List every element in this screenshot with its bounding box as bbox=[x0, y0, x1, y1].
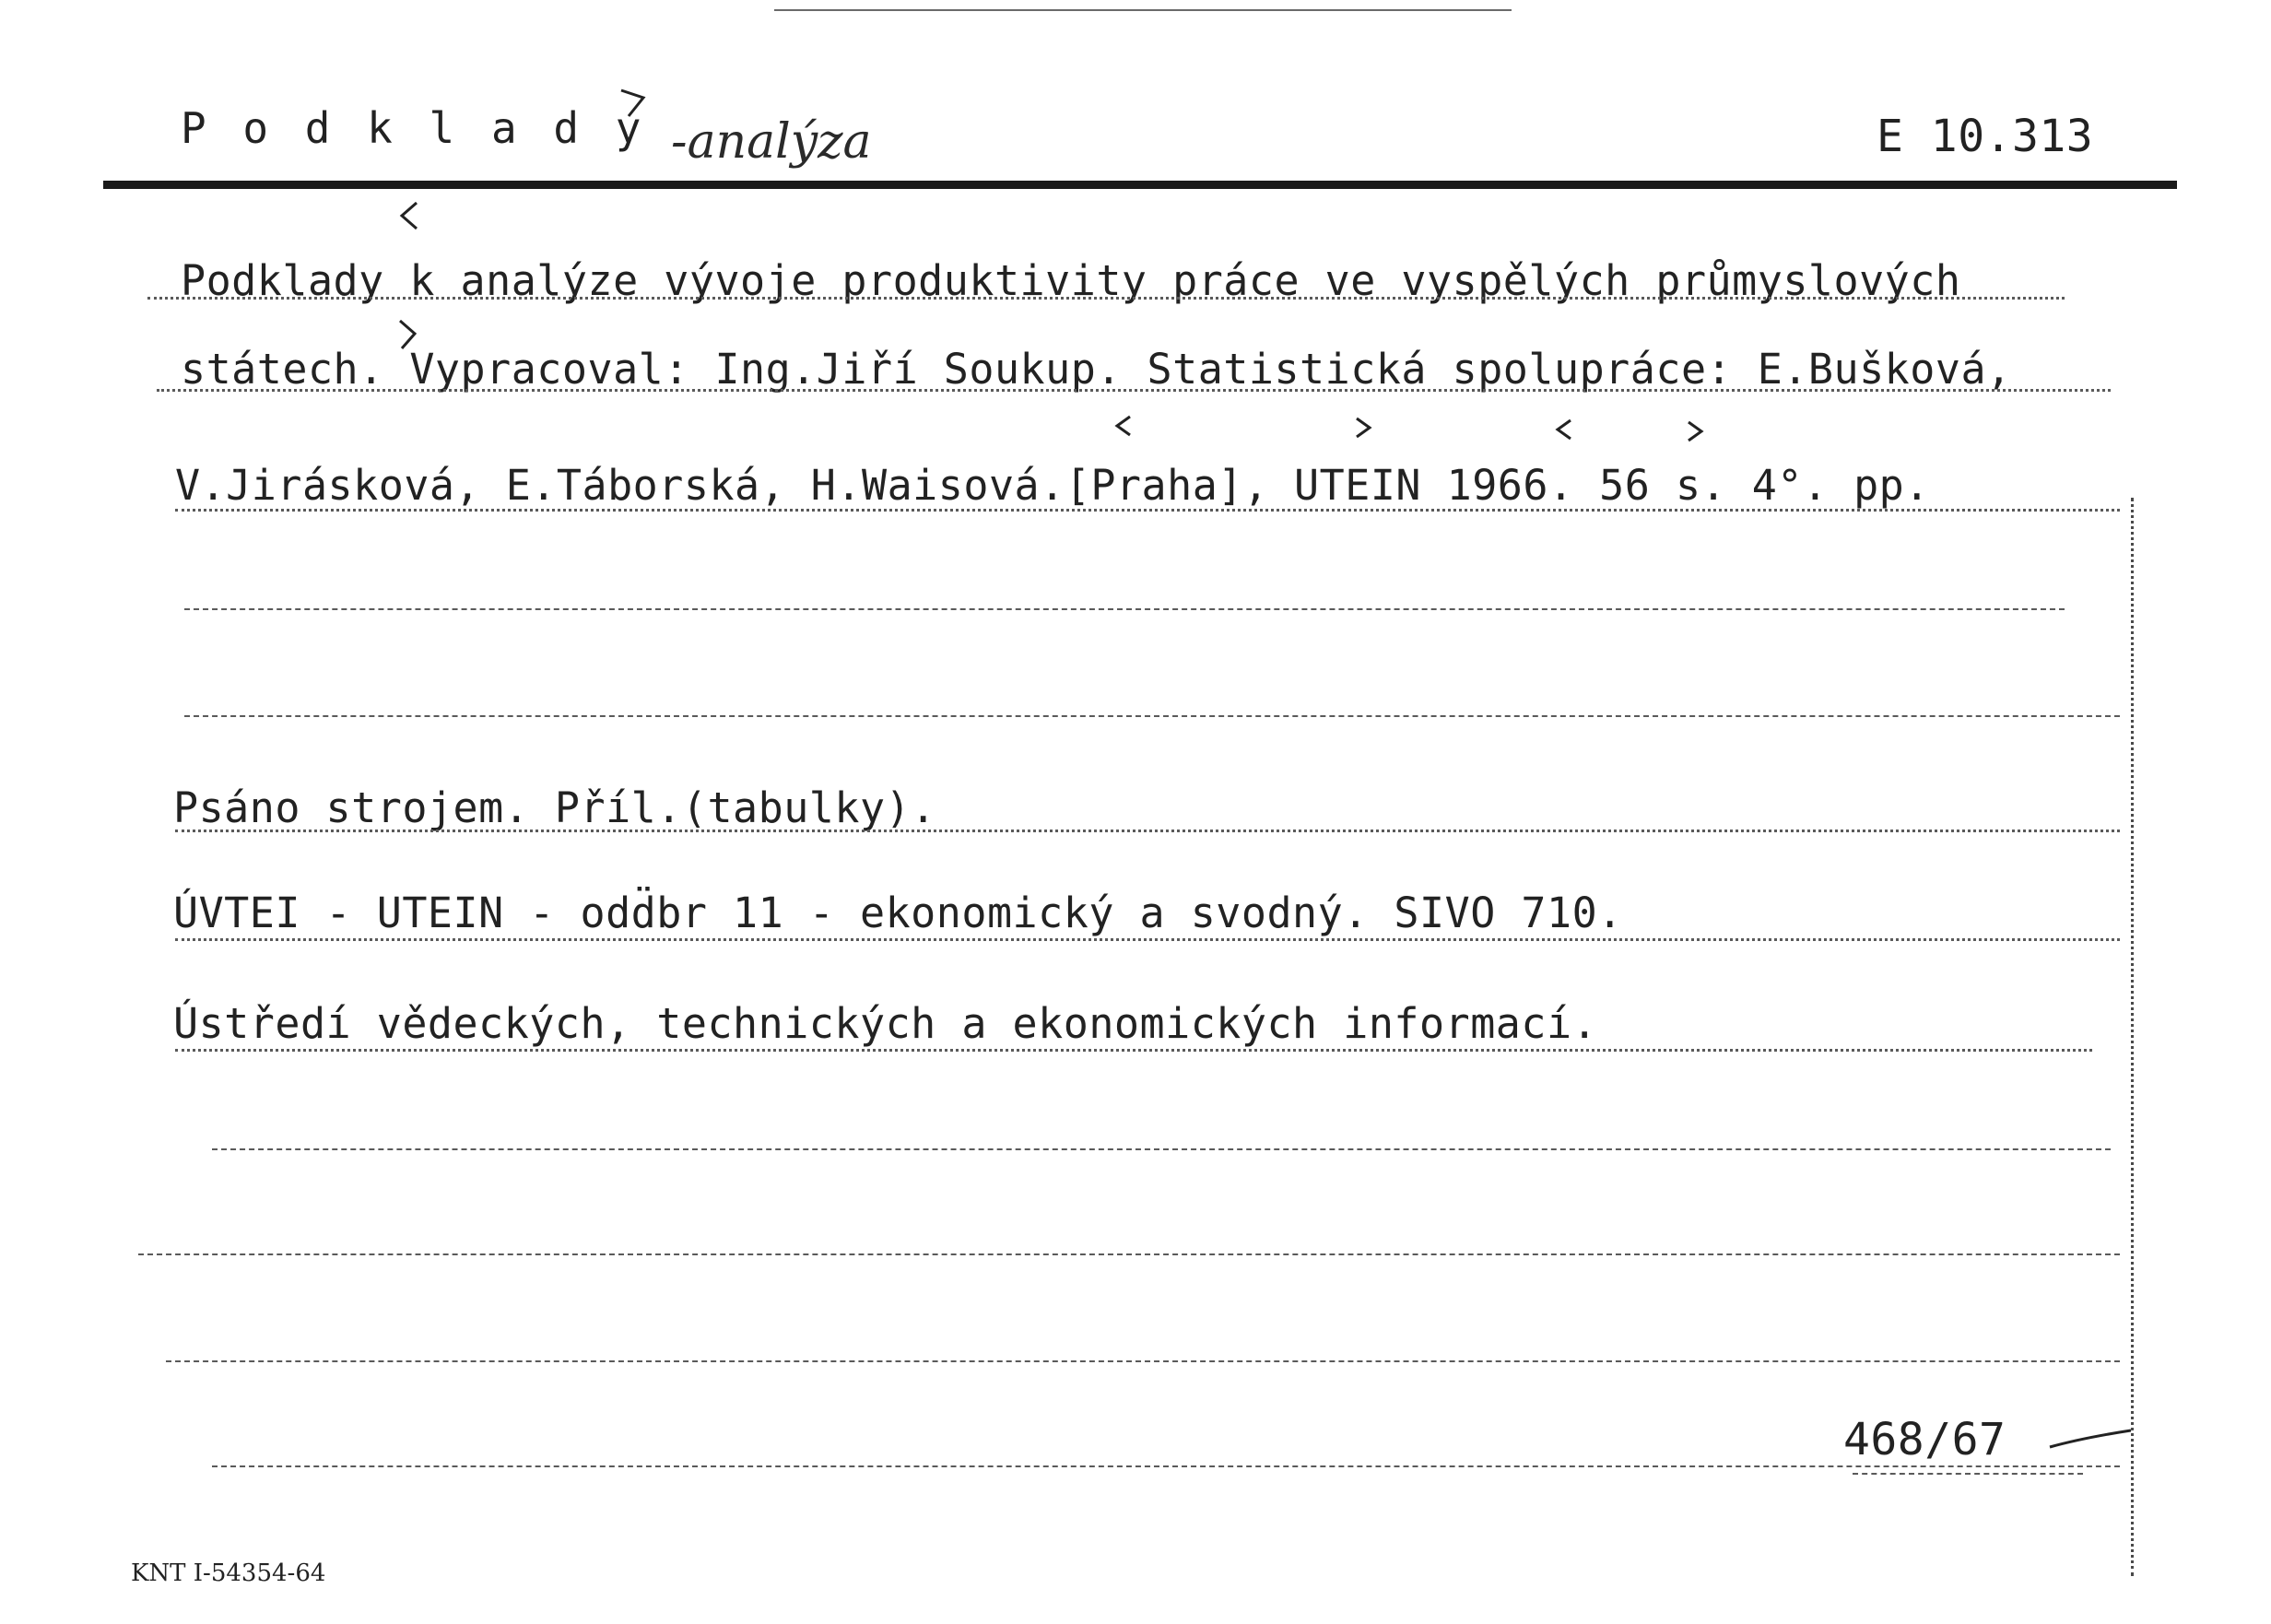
dotted-underline bbox=[175, 938, 2120, 941]
editorial-mark-open bbox=[396, 199, 424, 236]
record-line: Podklady k analýze vývoje produktivity práce ve vyspělých průmyslových bbox=[181, 256, 1961, 305]
blank-line bbox=[184, 608, 2065, 610]
handwritten-note: -analýza bbox=[671, 114, 872, 170]
blank-line bbox=[1853, 1473, 2083, 1475]
note-line: Ústředí vědeckých, technických a ekonomických informací. bbox=[173, 999, 1598, 1048]
record-line: V.Jirásková, E.Táborská, H.Waisová.[Praha], UTEIN 1966. 56 s. 4°. pp. bbox=[175, 461, 1930, 510]
heading-rule bbox=[103, 181, 2177, 189]
printer-footer: KNT I-54354-64 bbox=[131, 1559, 326, 1587]
blank-line bbox=[212, 1465, 2120, 1467]
top-edge-line bbox=[774, 9, 1512, 11]
call-number: E 10.313 bbox=[1877, 111, 2094, 162]
blank-line bbox=[166, 1360, 2120, 1362]
dotted-underline bbox=[175, 509, 2120, 512]
blank-line bbox=[212, 1148, 2111, 1150]
card-heading: P o d k l a d y bbox=[181, 103, 647, 153]
dotted-underline bbox=[157, 389, 2111, 392]
handwritten-stroke bbox=[2046, 1419, 2138, 1456]
dotted-underline bbox=[175, 1049, 2092, 1052]
note-line: ÚVTEI - UTEIN - odd̈br 11 - ekonomický a svodný. SIVO 710. bbox=[173, 888, 1623, 937]
handwritten-caret-mark bbox=[616, 85, 653, 122]
accession-number: 468/67 bbox=[1843, 1414, 2006, 1465]
editorial-mark-open bbox=[1552, 417, 1580, 444]
editorial-mark-close bbox=[1683, 418, 1711, 446]
blank-line bbox=[138, 1253, 2120, 1255]
record-line: státech. Vypracoval: Ing.Jiří Soukup. Statistická spolupráce: E.Bušková, bbox=[181, 345, 2012, 394]
editorial-mark-open bbox=[1112, 413, 1139, 441]
note-line: Psáno strojem. Příl.(tabulky). bbox=[173, 783, 936, 832]
dotted-underline bbox=[175, 830, 2120, 832]
editorial-mark-close bbox=[1351, 415, 1379, 442]
blank-line bbox=[184, 715, 2120, 717]
margin-dotted-guide bbox=[2131, 498, 2134, 1576]
dotted-underline bbox=[147, 297, 2065, 300]
